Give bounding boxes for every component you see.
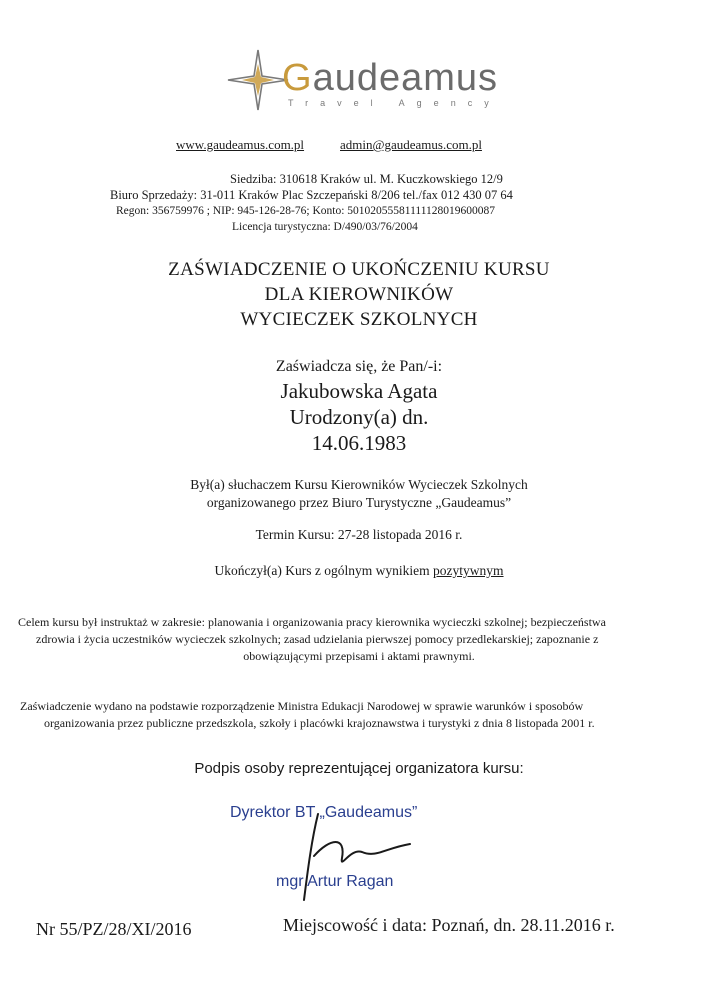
address-line-2: Biuro Sprzedaży: 31-011 Kraków Plac Szczepański 8/206 tel./fax 012 430 07 64 [110, 188, 513, 202]
director-stamp: Dyrektor BT „Gaudeamus” [230, 804, 418, 821]
email-link[interactable]: admin@gaudeamus.com.pl [340, 137, 482, 152]
certify-lead: Zaświadcza się, że Pan/-i: [275, 358, 443, 375]
certificate-title-line-1: ZAŚWIADCZENIE O UKOŃCZENIU KURSU [168, 259, 550, 280]
place-and-date: Miejscowość i data: Poznań, dn. 28.11.2016 r. [283, 915, 615, 935]
born-label: Urodzony(a) dn. [289, 405, 429, 429]
signer-stamp: mgr Artur Ragan [276, 873, 394, 890]
website-link[interactable]: www.gaudeamus.com.pl [176, 137, 305, 152]
address-line-3: Regon: 356759976 ; NIP: 945-126-28-76; Konto: 50102055581111128019600087 [116, 205, 496, 217]
address-line-1: Siedziba: 310618 Kraków ul. M. Kuczkowskiego 12/9 [230, 172, 503, 186]
participant-line-1: Był(a) słuchaczem Kursu Kierowników Wycieczek Szkolnych [190, 477, 528, 492]
certificate-title-line-3: WYCIECZEK SZKOLNYCH [240, 309, 478, 330]
result-value: pozytywnym [433, 563, 504, 578]
handwritten-signature [290, 808, 430, 908]
logo-tagline: Travel Agency [288, 98, 501, 108]
course-term: Termin Kursu: 27-28 listopada 2016 r. [255, 527, 463, 542]
goal-line-3: obowiązującymi przepisami i aktami prawnymi. [243, 649, 475, 663]
logo-initial: G [282, 57, 313, 99]
goal-line-1: Celem kursu był instruktaż w zakresie: planowania i organizowania pracy kierownika wycieczki szkolnej; bezpieczeństwa [18, 615, 606, 629]
logo-wordmark [282, 58, 498, 98]
participant-line-2: organizowanego przez Biuro Turystyczne „Gaudeamus” [206, 495, 512, 510]
logo-name: audeamus [312, 57, 499, 99]
birth-date: 14.06.1983 [311, 431, 407, 455]
participant-name: Jakubowska Agata [280, 379, 438, 403]
issued-basis-line-1: Zaświadczenie wydano na podstawie rozporządzenie Ministra Edukacji Narodowej w sprawie warunków i sposobów [20, 699, 584, 713]
goal-line-2: zdrowia i życia uczestników wycieczek szkolnych; zasad udzielania pierwszej pomocy przedlekarskiej; zapoznanie z [36, 632, 599, 646]
certificate-title-line-2: DLA KIEROWNIKÓW [264, 284, 454, 305]
signature-heading: Podpis osoby reprezentującej organizatora kursu: [194, 760, 524, 777]
course-result [0, 563, 718, 579]
address-line-4: Licencja turystyczna: D/490/03/76/2004 [232, 221, 418, 233]
issued-basis-line-2: organizowania przez publiczne przedszkola, szkoły i placówki krajoznawstwa i turystyki z dnia 8 listopada 2001 r. [44, 716, 595, 730]
compass-star-icon [226, 48, 290, 112]
result-prefix: Ukończył(a) Kurs z ogólnym wynikiem [214, 563, 434, 578]
certificate-number: Nr 55/PZ/28/XI/2016 [36, 919, 192, 939]
